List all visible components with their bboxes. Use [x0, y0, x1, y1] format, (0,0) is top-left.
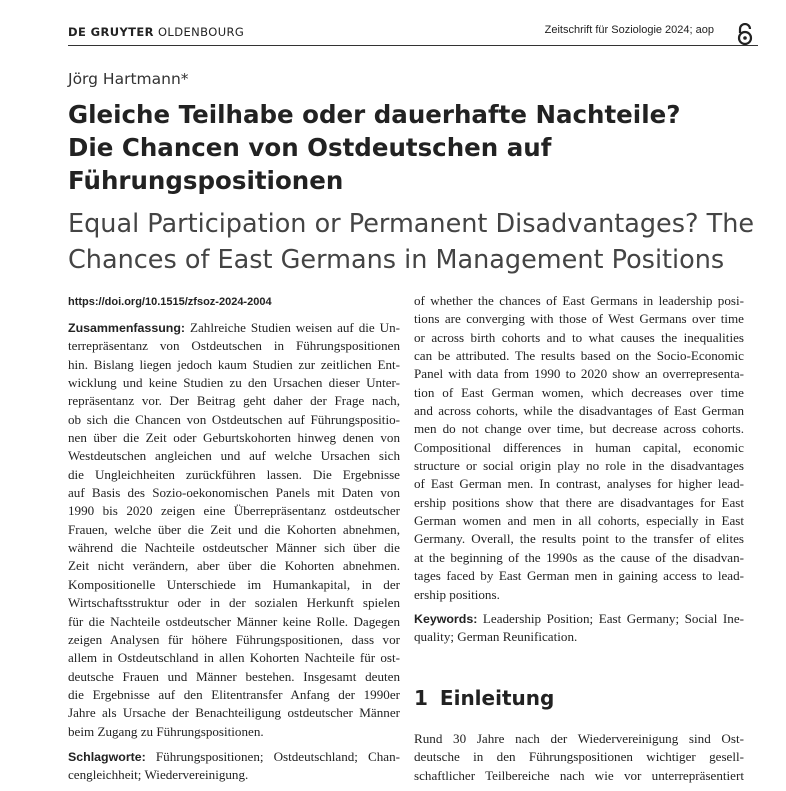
open-access-icon [734, 23, 756, 47]
abstract-line: at the beginning of the 1990s as the cause of the disadvan- [414, 549, 744, 565]
abstract-line: für die Nachteile ostdeutscher Männer keine Rolle. Dagegen [68, 613, 400, 629]
abstract-line: and across cohorts, while the disadvantages of East German [414, 403, 744, 419]
body-line: Rund 30 Jahre nach der Wiedervereinigung sind Ost- [414, 731, 744, 746]
title-english-line: Equal Participation or Permanent Disadvantages? The [68, 209, 755, 239]
abstract-line: Panel with data from 1990 to 2020 show an overrepresenta- [414, 366, 744, 382]
abstract-english [414, 292, 744, 604]
keywords-german-line: Schlagworte: Führungspositionen; Ostdeutschland; Chan- [68, 749, 400, 764]
abstract-line: während die Nachteile ostdeutscher Männer sich über die [68, 540, 400, 556]
title-german-line: Gleiche Teilhabe oder dauerhafte Nachteile? [68, 100, 681, 129]
abstract-line: ership positions show that there are disadvantages for East [414, 494, 744, 510]
abstract-line: of whether the chances of East Germans in leadership posi- [414, 293, 744, 308]
abstract-line: allem in Ostdeutschland in allen Kohorten Nachteile für ost- [68, 650, 400, 666]
abstract-line: structure or social origin play no role in the disadvantages [414, 458, 744, 474]
abstract-line: Wirtschaftsstruktur oder in der sozialen Herkunft spielen [68, 595, 400, 611]
abstract-line: tion of East German women, which decreases over time [414, 384, 744, 400]
abstract-line: zeigen Analysen für höhere Führungspositionen, dass vor [68, 631, 400, 647]
keywords-english-label: Keywords: [414, 612, 478, 626]
abstract-line: Zusammenfassung: Zahlreiche Studien weisen auf die Un- [68, 320, 400, 335]
journal-name: Zeitschrift für Soziologie 2024; aop [544, 24, 714, 36]
publisher-name [68, 25, 244, 39]
title-english-line: Chances of East Germans in Management Positions [68, 245, 725, 275]
keywords-german-line: cengleichheit; Wiedervereinigung. [68, 767, 249, 783]
keywords-english-line: quality; German Reunification. [414, 629, 578, 645]
abstract-line: Germany. Overall, the results point to the transfer of elites [414, 531, 744, 547]
abstract-line: nen über die Zeit oder Geburtskohorten hinweg denen von [68, 430, 400, 446]
title-german [68, 98, 758, 197]
abstract-line: of East German men. In contrast, analyses for higher lead- [414, 476, 744, 492]
abstract-line: auf Basis des Sozio-oekonomischen Panels mit Daten von [68, 485, 400, 501]
keywords-english-line: Keywords: Leadership Position; East Germany; Social Ine- [414, 611, 744, 626]
section-heading [414, 686, 554, 710]
header-rule [68, 45, 758, 46]
publisher-light: OLDENBOURG [157, 25, 245, 39]
abstract-line: die Ungleichheiten zurückführen lassen. Die Ergebnisse [68, 466, 400, 482]
title-german-line: Die Chancen von Ostdeutschen auf [68, 133, 552, 162]
body-line: schaftlicher Teilbereiche nach wie vor unterrepräsentiert [414, 767, 744, 783]
author-name: Jörg Hartmann* [68, 70, 189, 88]
abstract-line: wicklung und keine Studien zu den Ursachen dieser Unter- [68, 375, 400, 391]
keywords-german-label: Schlagworte: [68, 750, 146, 764]
abstract-line: die Ergebnisse auf den Elitentransfer Anfang der 1990er [68, 686, 400, 702]
keywords-german [68, 748, 400, 785]
abstract-line: or across birth cohorts and to what causes the inequalities [414, 329, 744, 345]
abstract-line: Westdeutschen angleichen und auf welche Ursachen sich [68, 448, 400, 464]
abstract-line: hin. Bislang liegen jedoch kaum Studien zur zeitlichen Ent- [68, 356, 400, 372]
abstract-line: Compositional differences in human capital, economic [414, 439, 744, 455]
abstract-line: men do not change over time, but decrease across cohorts. [414, 421, 744, 437]
abstract-german [68, 319, 400, 741]
keywords-english [414, 610, 744, 647]
abstract-line: tages faced by East German men in gaining access to lead- [414, 568, 744, 584]
publisher-bold: DE GRUYTER [68, 25, 154, 39]
abstract-line: Kompositionelle Unterschiede im Humankapital, in der [68, 576, 400, 592]
abstract-line: Frauen, welche über die Zeit und die Kohorten abnehmen, [68, 521, 400, 537]
abstract-line: ob sich die Chancen von Ostdeutschen auf Führungspositio- [68, 411, 400, 427]
section-body [414, 730, 744, 785]
page-header [68, 0, 758, 44]
abstract-line: Jahre als Ursache der Benachteiligung ostdeutscher Männer [68, 705, 400, 721]
abstract-line: tions are converging with those of West Germans over time [414, 311, 744, 327]
section-title: Einleitung [439, 686, 555, 710]
abstract-line: Zeit nicht verändern, aber über die Kohorten abnehmen. [68, 558, 400, 574]
abstract-line: terrepräsentanz von Ostdeutschen in Führungspositionen [68, 338, 400, 354]
title-english [68, 206, 768, 278]
abstract-line: 1990 bis 2020 zeigen eine Überrepräsentanz ostdeutscher [68, 503, 400, 519]
abstract-line: can be attributed. The results based on the Socio-Economic [414, 348, 744, 364]
section-number: 1 [414, 686, 428, 710]
title-german-line: Führungspositionen [68, 166, 344, 195]
doi-link[interactable]: https://doi.org/10.1515/zfsoz-2024-2004 [68, 296, 272, 308]
body-line: deutsche in den Führungspositionen wichtiger gesell- [414, 749, 744, 765]
abstract-line: German women and men in all cohorts, especially in East [414, 513, 744, 529]
abstract-line: beim Zugang zu Führungspositionen. [68, 723, 264, 739]
abstract-line: deutsche Frauen und Männer bestehen. Insgesamt deuten [68, 668, 400, 684]
abstract-line: ership positions. [414, 586, 500, 602]
abstract-line: repräsentanz vor. Der Beitrag geht daher der Frage nach, [68, 393, 400, 409]
abstract-german-label: Zusammenfassung: [68, 321, 186, 335]
